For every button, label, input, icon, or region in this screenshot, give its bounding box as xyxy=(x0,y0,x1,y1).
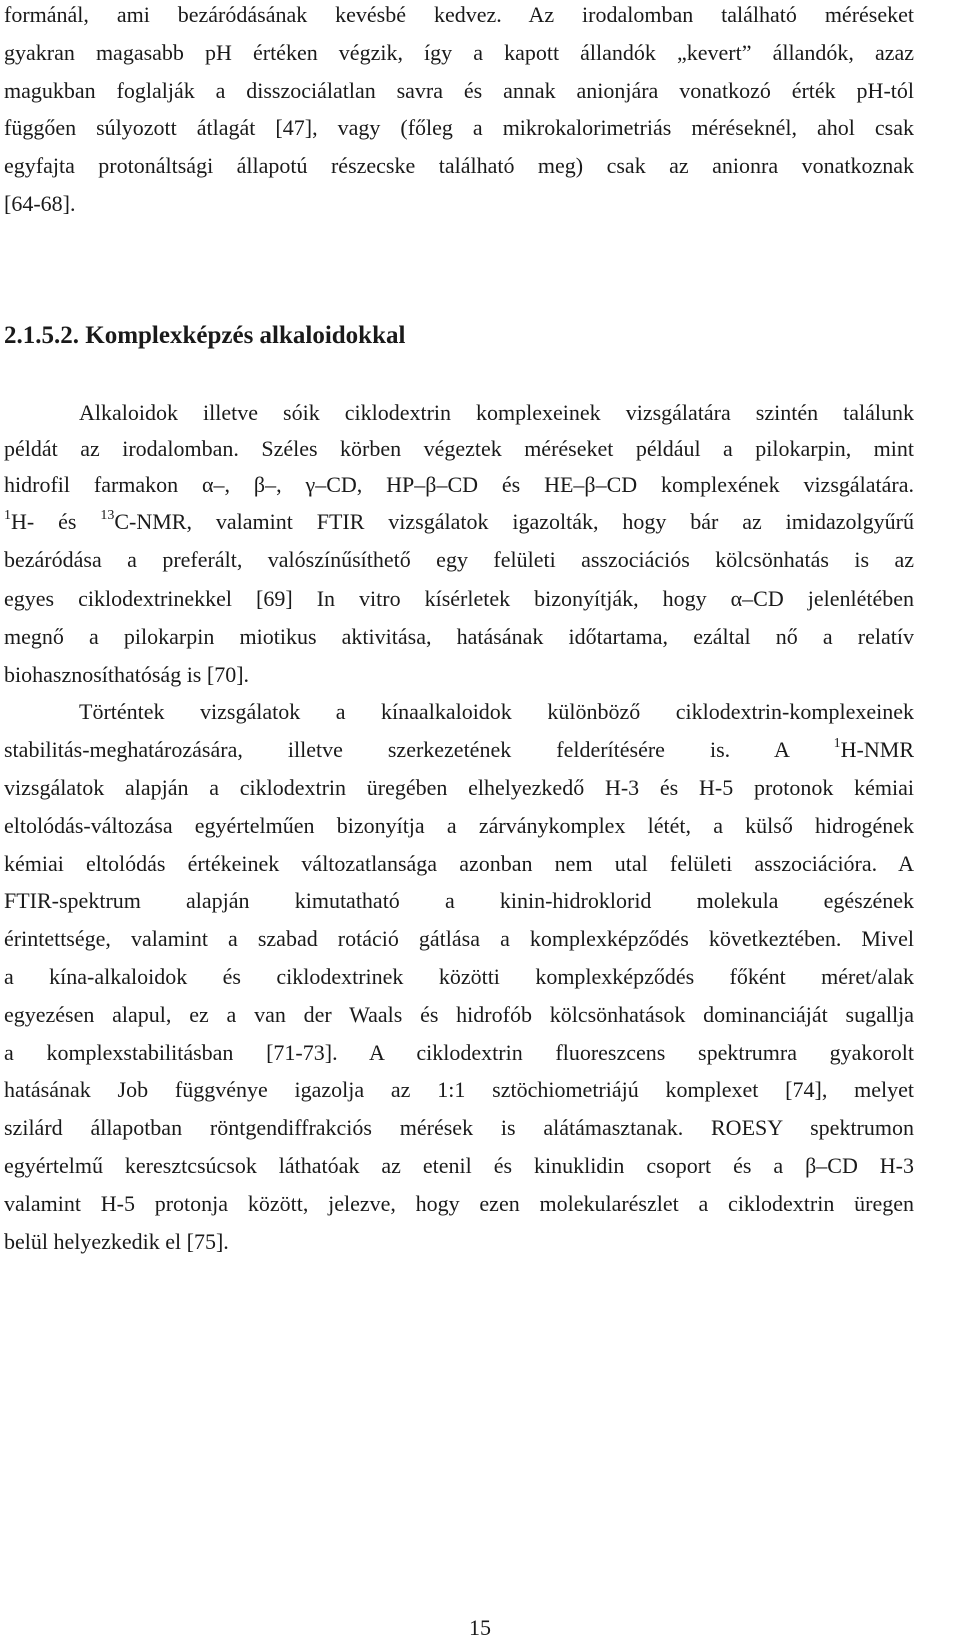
text-line: kémiai eltolódás értékeinek változatlansága azonban nem utal felületi asszociációra. A xyxy=(4,851,914,876)
text-span: stabilitás-meghatározására, illetve szerkezetének felderítésére is. A xyxy=(4,737,834,762)
page-number: 15 xyxy=(469,1615,491,1640)
text-line: biohasznosíthatóság is [70]. xyxy=(4,662,250,687)
text-line: Alkaloidok illetve sóik ciklodextrin komplexeinek vizsgálatára szintén találunk xyxy=(79,400,914,425)
text-line: egyezésen alapul, ez a van der Waals és hidrofób kölcsönhatások dominanciáját sugallja xyxy=(4,1002,914,1027)
text-line: [64-68]. xyxy=(4,191,76,216)
text-line: FTIR-spektrum alapján kimutatható a kinin-hidroklorid molekula egészének xyxy=(4,888,914,913)
text-line: példát az irodalomban. Széles körben végeztek méréseket például a pilokarpin, mint xyxy=(4,436,914,461)
text-line: valamint H-5 protonja között, jelezve, hogy ezen molekularészlet a ciklodextrin üregen xyxy=(4,1191,914,1216)
text-line: egyes ciklodextrinekkel [69] In vitro kísérletek bizonyítják, hogy α–CD jelenlétében xyxy=(4,586,914,611)
superscript: 1 xyxy=(833,736,841,751)
text-line: megnő a pilokarpin miotikus aktivitása, hatásának időtartama, ezáltal nő a relatív xyxy=(4,624,914,649)
text-line: egyfajta protonáltsági állapotú részecske található meg) csak az anionra vonatkoznak xyxy=(4,153,914,178)
superscript: 1 xyxy=(4,508,11,523)
superscript: 13 xyxy=(100,508,115,523)
text-line: Történtek vizsgálatok a kínaalkaloidok különböző ciklodextrin-komplexeinek xyxy=(79,699,914,724)
text-span: H- és xyxy=(11,509,101,534)
text-line: gyakran magasabb pH értéken végzik, így a kapott állandók „kevert” állandók, azaz xyxy=(4,40,914,65)
text-span: C-NMR, valamint FTIR vizsgálatok igazolták, hogy bár az imidazolgyűrű xyxy=(114,509,914,534)
text-line: magukban foglalják a disszociálatlan savra és annak anionjára vonatkozó érték pH-tól xyxy=(4,78,914,103)
section-heading: 2.1.5.2. Komplexképzés alkaloidokkal xyxy=(4,322,406,349)
text-line: egyértelmű keresztcsúcsok láthatóak az etenil és kinuklidin csoport és a β–CD H-3 xyxy=(4,1153,914,1178)
text-line: eltolódás-változása egyértelműen bizonyítja a zárványkomplex létét, a külső hidrogének xyxy=(4,813,914,838)
text-line: függően súlyozott átlagát [47], vagy (főleg a mikrokalorimetriás méréseknél, ahol csak xyxy=(4,115,914,140)
text-line: érintettsége, valamint a szabad rotáció gátlása a komplexképződés következtében. Mivel xyxy=(4,926,914,951)
text-line: szilárd állapotban röntgendiffrakciós mérések is alátámasztanak. ROESY spektrumon xyxy=(4,1115,914,1140)
text-line: bezáródása a preferált, valószínűsíthető egy felületi asszociációs kölcsönhatás is az xyxy=(4,547,914,572)
text-line: vizsgálatok alapján a ciklodextrin üregében elhelyezkedő H-3 és H-5 protonok kémiai xyxy=(4,775,914,800)
text-line: a komplexstabilitásban [71-73]. A ciklodextrin fluoreszcens spektrumra gyakorolt xyxy=(4,1040,914,1065)
text-line: hidrofil farmakon α–, β–, γ–CD, HP–β–CD és HE–β–CD komplexének vizsgálatára. xyxy=(4,472,914,497)
text-line xyxy=(4,735,914,765)
text-line: belül helyezkedik el [75]. xyxy=(4,1229,229,1254)
text-line: hatásának Job függvénye igazolja az 1:1 sztöchiometriájú komplexet [74], melyet xyxy=(4,1077,914,1102)
text-line xyxy=(4,507,914,537)
text-line: formánál, ami bezáródásának kevésbé kedvez. Az irodalomban található méréseket xyxy=(4,2,914,27)
text-line: a kína-alkaloidok és ciklodextrinek közötti komplexképződés főként méret/alak xyxy=(4,964,914,989)
text-span: H-NMR xyxy=(840,737,914,762)
